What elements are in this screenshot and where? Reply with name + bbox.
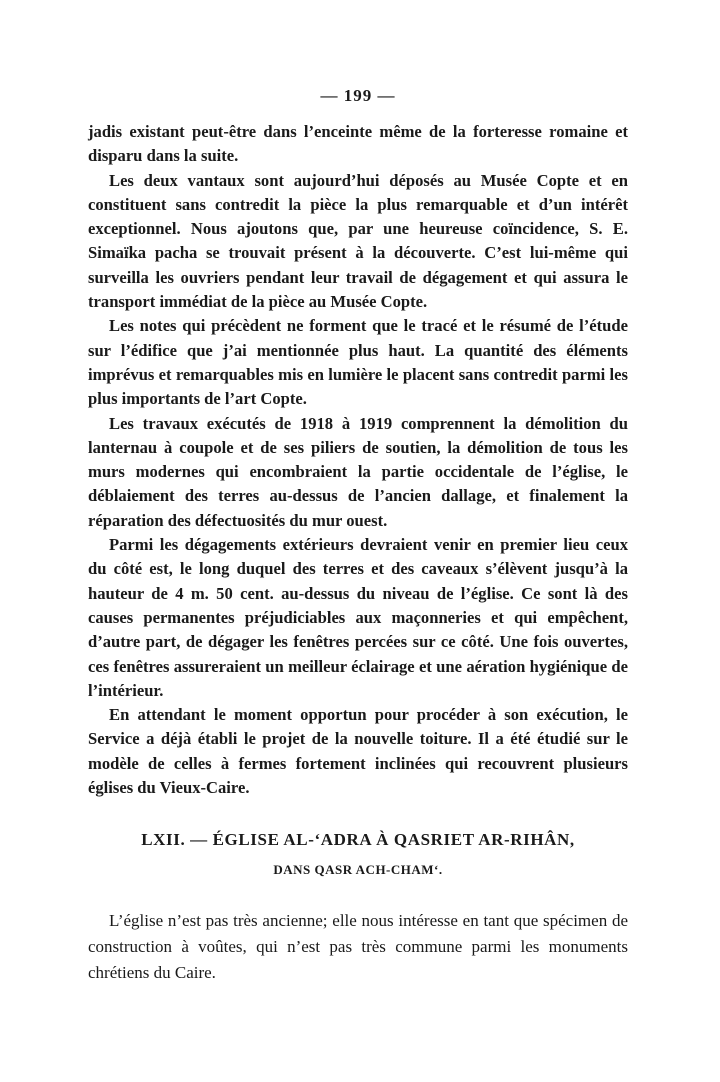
section-subheading: DANS QASR ACH-CHAM‘. <box>273 862 443 878</box>
page-number: — 199 — <box>320 86 396 105</box>
paragraph-degagements: Parmi les dégagements extérieurs devraient venir en premier lieu ceux du côté est, le long duquel des terres et des caveaux s’élèvent jusqu’à la hauteur de 4 m. 50 cent. au-dessus du niveau de l’église. Ce sont là des causes permanentes préjudiciables aux maçonneries et qui empêchent, d’autre part, de dégager les fenêtres percées sur ce côté. Une fois ouvertes, ces fenêtres assureraient un meilleur éclairage et une aération hygiénique de l’intérieur. <box>88 535 628 700</box>
section-heading: LXII. — ÉGLISE AL-‘ADRA À QASRIET AR-RIHÂN, <box>141 830 575 850</box>
paragraph-travaux: Les travaux exécutés de 1918 à 1919 comprennent la démolition du lanternau à coupole et de ses piliers de soutien, la démolition de tous les murs modernes qui encombraient la partie occidentale de l’église, le déblaiement des terres au-dessus de l’ancien dallage, et finalement la réparation des défectuosités du mur ouest. <box>88 413 628 530</box>
section-paragraph: L’église n’est pas très ancienne; elle nous intéresse en tant que spécimen de construction à voûtes, qui n’est pas très commune parmi les monuments chrétiens du Caire. <box>88 911 628 983</box>
paragraph-vantaux: Les deux vantaux sont aujourd’hui déposés au Musée Copte et en constituent sans contredit la pièce la plus remarquable et d’un intérêt exceptionnel. Nous ajoutons que, par une heureuse coïncidence, S. E. Simaïka pacha se trouvait présent à la découverte. C’est lui-même qui surveilla les ouvriers pendant leur travail de dégagement et qui assura le transport immédiat de la pièce au Musée Copte. <box>88 170 628 312</box>
document-page <box>88 86 628 986</box>
paragraph-continuation: jadis existant peut-être dans l’enceinte même de la forteresse romaine et disparu dans la suite. <box>88 122 628 166</box>
paragraph-notes: Les notes qui précèdent ne forment que le tracé et le résumé de l’étude sur l’édifice que j’ai mentionnée plus haut. La quantité des éléments imprévus et remarquables mis en lumière le placent sans contredit parmi les plus importants de l’art Copte. <box>88 316 628 409</box>
paragraph-toiture: En attendant le moment opportun pour procéder à son exécution, le Service a déjà établi le projet de la nouvelle toiture. Il a été étudié sur le modèle de celles à fermes fortement inclinées qui recouvrent plusieurs églises du Vieux-Caire. <box>88 705 628 798</box>
